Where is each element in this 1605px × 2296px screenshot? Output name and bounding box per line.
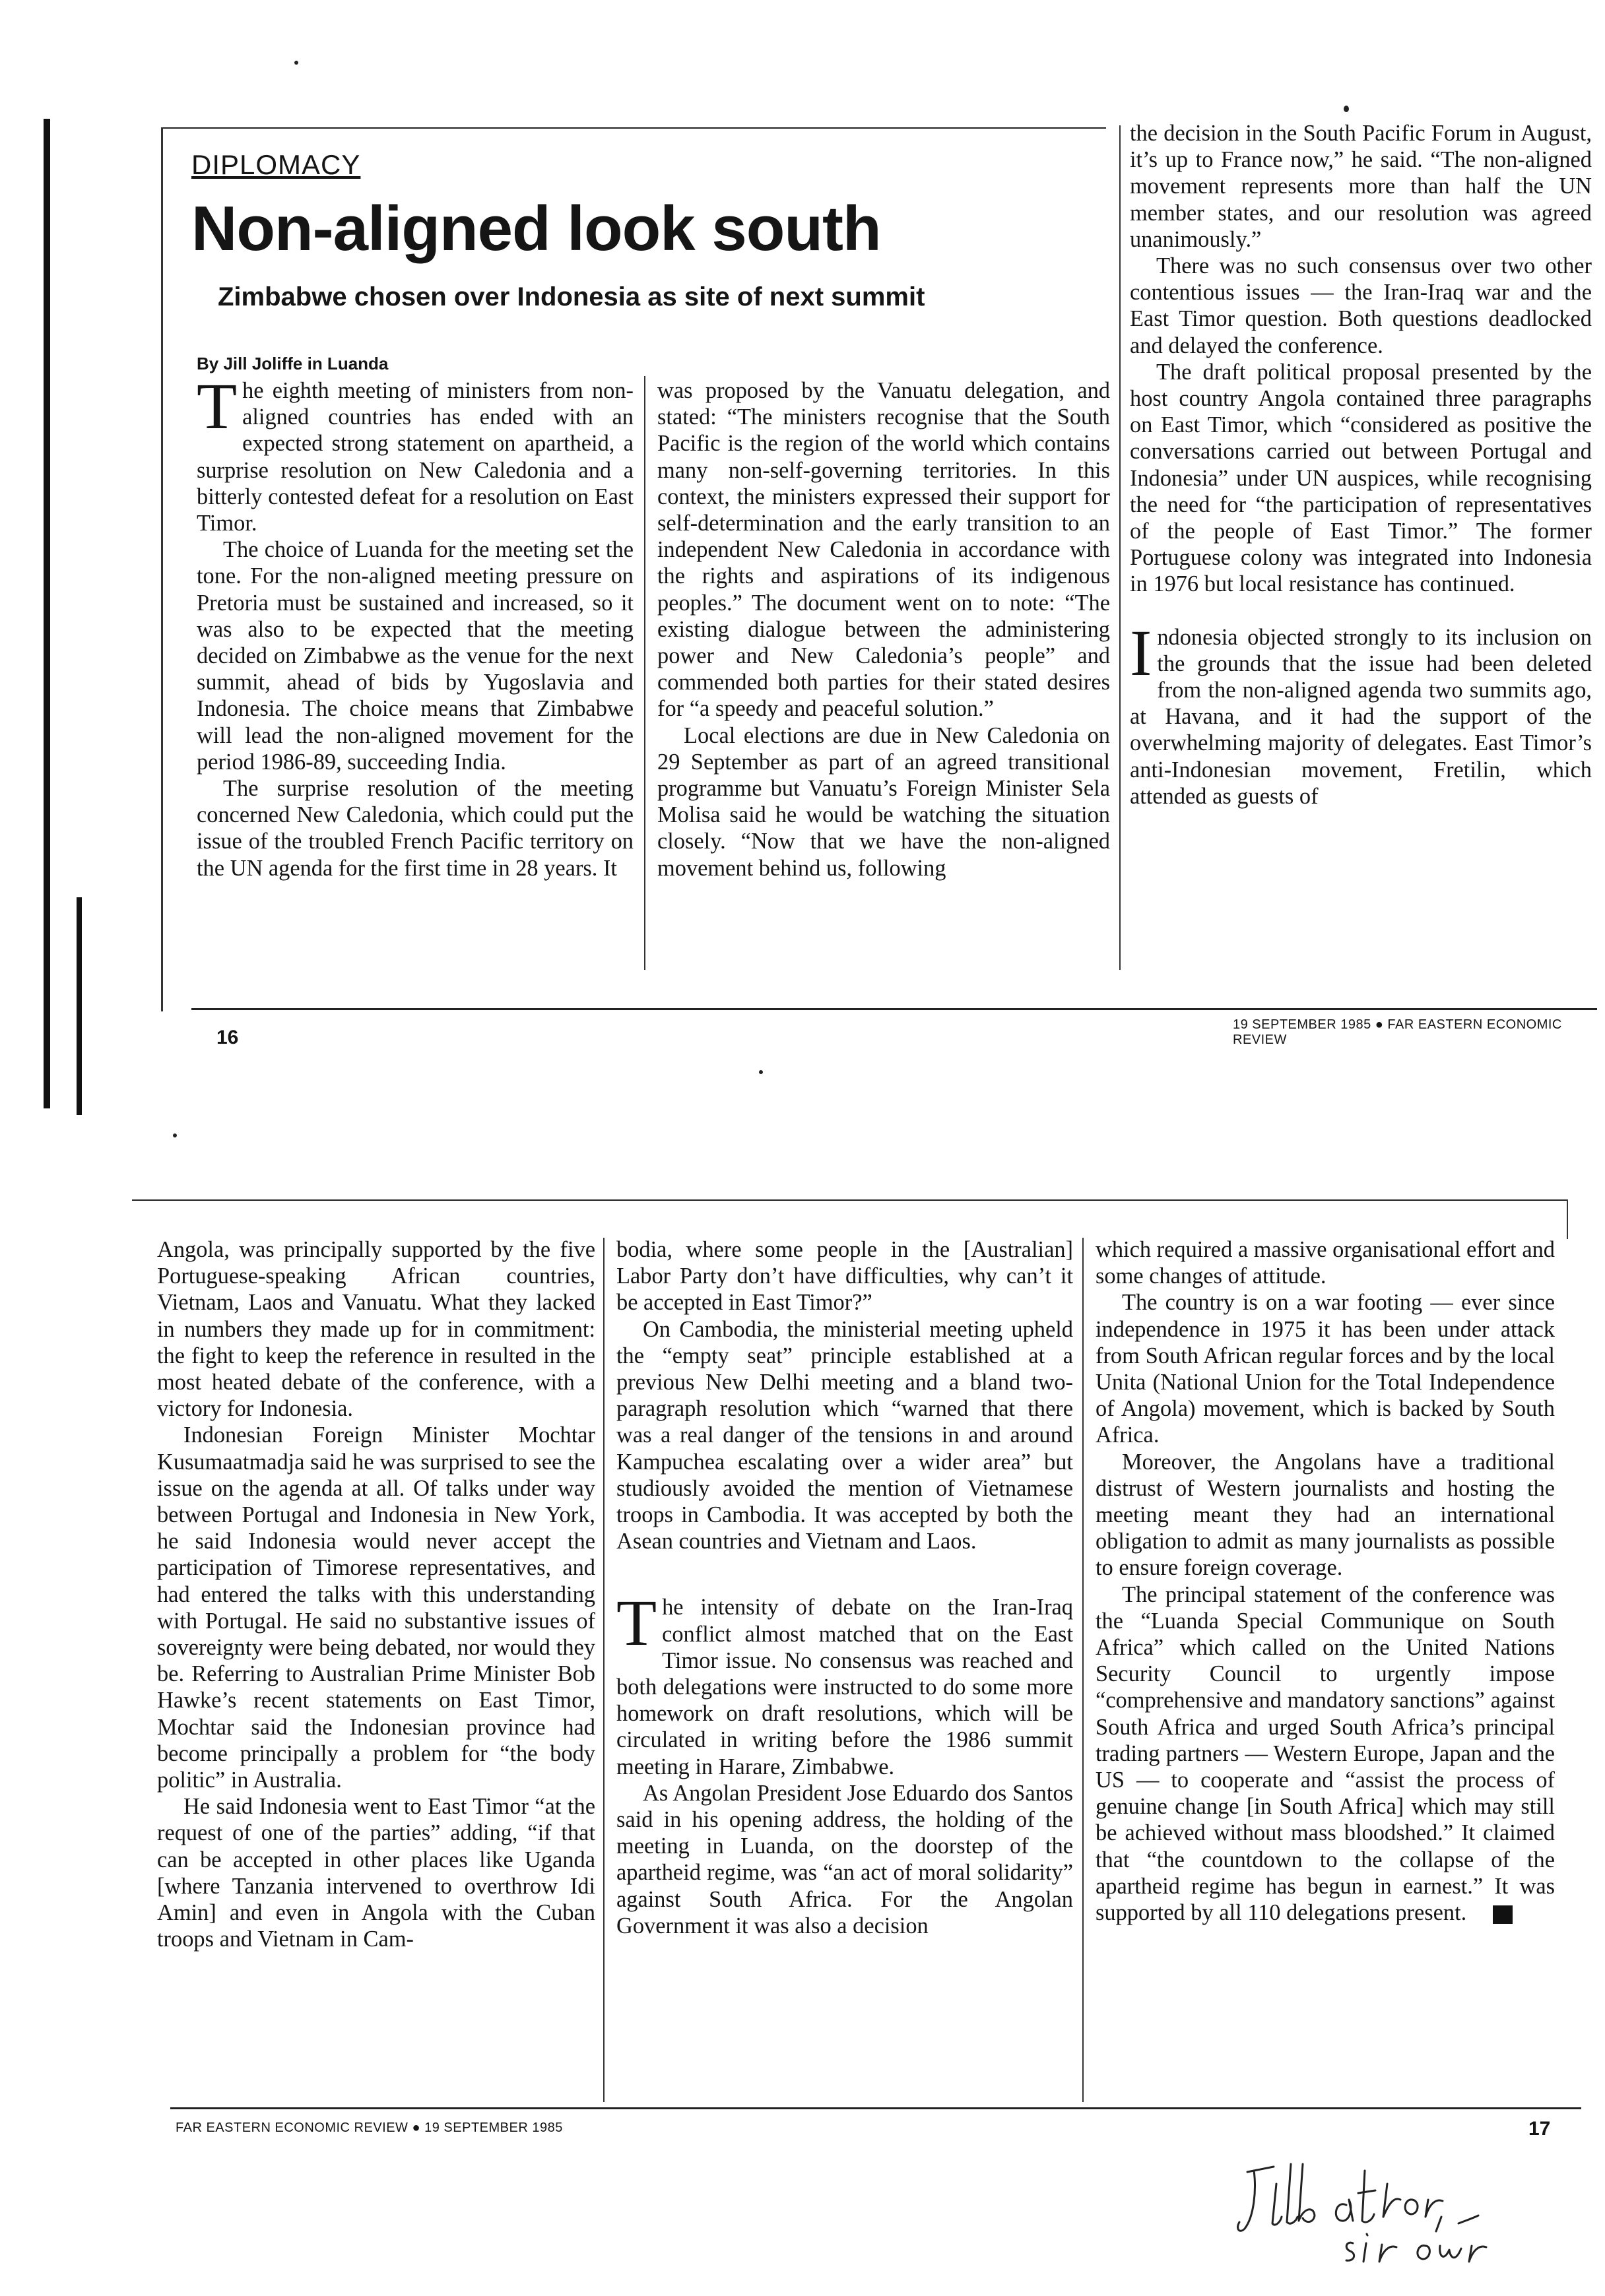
handwritten-note: [1234, 2144, 1577, 2283]
paragraph: was proposed by the Vanuatu delegation, and stated: “The ministers recognise that the South Pacific is the region of the world which contains many non-self-governing territories. In this context, the ministers expressed their support for self-determination and the early transition to an independent New Caledonia in accordance with the rights and aspirations of its indigenous peoples.” The document went on to note: “The existing dialogue between the administering power and New Caledonia’s people” and commended both parties for their stated desires for “a speedy and peaceful solution.”: [657, 378, 1110, 722]
column-rule-2: [1119, 125, 1121, 970]
paragraph-text: ndonesia objected strongly to its inclusion on the grounds that the issue had been deleted from the non-aligned agenda two summits ago, at Havana, and it had the support of the overwhelming majority of delegates. East Timor’s anti-Indonesian movement, Fretilin, which attended as guests of: [1130, 624, 1592, 809]
paragraph-text: he eighth meeting of ministers from non-aligned countries has ended with an expected strong statement on apartheid, a surprise resolution on New Caledonia and a bitterly contested defeat for a resolution on East Timor.: [197, 378, 634, 536]
paragraph-text: The principal statement of the conference was the “Luanda Special Communique on South Africa” which called on the United Nations Security Council to urgently impose “comprehensive and mandatory sanctions” against South Africa and urged South Africa’s principal trading partners — Western Europe, Japan and the US — to cooperate and “assist the process of genuine change [in South Africa] which may still be achieved without mass bloodshed.” It claimed that “the countdown to the collapse of the apartheid regime has begun in earnest.” It was supported by all 110 delegations present.: [1096, 1581, 1555, 1926]
headline: Non-aligned look south: [191, 193, 881, 264]
bottom-column-1: [157, 1236, 595, 1952]
paragraph: The draft political proposal presented by the host country Angola contained three paragraphs on East Timor, which “considered as positive the conversations carried out between Portugal and Indonesia” under UN auspices, while recognising the need for “the participation of representatives of the people of East Timor.” The former Portuguese colony was integrated into Indonesia in 1976 but local resistance has continued.: [1130, 359, 1592, 597]
paragraph: There was no such consensus over two other contentious issues — the Iran-Iraq war and the East Timor question. Both questions deadlocked and delayed the conference.: [1130, 253, 1592, 358]
column-rule-1: [644, 376, 645, 970]
top-rule: [132, 1199, 1568, 1201]
scan-speck: [759, 1070, 763, 1074]
paragraph: bodia, where some people in the [Australian] Labor Party don’t have difficulties, why can’t it be accepted in East Timor?”: [616, 1237, 1073, 1316]
top-rule: [162, 127, 1106, 129]
column-rule-2: [1082, 1238, 1084, 2102]
scan-margin-bar-bottom: [77, 897, 82, 1115]
article-left-rule: [161, 127, 163, 1011]
footer-rule: [170, 2107, 1581, 2109]
paragraph: On Cambodia, the ministerial meeting upheld the “empty seat” principle established at a previous New Delhi meeting and a bland two-paragraph resolution which “warned that there was a real danger of the tensions in and around Kampuchea escalating over a wider area” but studiously avoided the mention of Vietnamese troops in Cambodia. It was accepted by both the Asean countries and Vietnam and Laos.: [616, 1316, 1073, 1554]
paragraph: [1096, 1581, 1555, 1927]
scan-speck: [1344, 106, 1349, 112]
bottom-column-3: [1096, 1236, 1555, 1926]
scan-margin-bar-top: [44, 119, 50, 1108]
paragraph: which required a massive organisational effort and some changes of attitude.: [1096, 1237, 1555, 1289]
end-of-article-mark: F: [1493, 1905, 1513, 1924]
bottom-rule: [191, 1008, 1597, 1010]
paragraph: Indonesian Foreign Minister Mochtar Kusumaatmadja said he was surprised to see the issue on the agenda at all. Of talks under way between Portugal and Indonesia in New York, he said Indonesia would never accept the participation of Timorese representatives, and had entered the talks with this understanding with Portugal. He said no substantive issues of sovereignty were being debated, nor would they be. Referring to Australian Prime Minister Bob Hawke’s recent statements on East Timor, Mochtar said the Indonesian province had become principally a problem for “the body politic” in Australia.: [157, 1422, 595, 1793]
paragraph: Angola, was principally supported by the five Portuguese-speaking African countries, Vietnam, Laos and Vanuatu. What they lacked in numbers they made up for in commitment: the fight to keep the reference in resulted in the most heated debate of the conference, with a victory for Indonesia.: [157, 1237, 595, 1422]
drop-cap: T: [616, 1586, 657, 1660]
article-right-rule: [1567, 1199, 1568, 1239]
top-column-3: [1130, 120, 1592, 810]
page-number: 17: [1528, 2118, 1551, 2140]
paragraph: [616, 1586, 1073, 1779]
paragraph: The choice of Luanda for the meeting set the tone. For the non-aligned meeting pressure on Pretoria must be sustained and increased, so it was also to be expected that the meeting decided on Zimbabwe as the venue for the next summit, ahead of bids by Yugoslavia and Indonesia. The choice means that Zimbabwe will lead the non-aligned movement for the period 1986-89, succeeding India.: [197, 537, 634, 775]
paragraph: The country is on a war footing — ever since independence in 1975 it has been under attack from South African regular forces and by the local Unita (National Union for the Total Independence of Angola) movement, which is backed by South Africa.: [1096, 1290, 1555, 1448]
paragraph: The surprise resolution of the meeting concerned New Caledonia, which could put the issue of the troubled French Pacific territory on the UN agenda for the first time in 28 years. It: [197, 776, 634, 881]
paragraph-text: he intensity of debate on the Iran-Iraq conflict almost matched that on the East Timor issue. No consensus was reached and both delegations were instructed to do some more homework on draft resolutions, which will be circulated in writing before the 1986 summit meeting in Harare, Zimbabwe.: [616, 1595, 1073, 1779]
drop-cap: T: [197, 369, 238, 443]
scan-speck: [294, 61, 298, 65]
top-column-2: [657, 377, 1110, 881]
paragraph: As Angolan President Jose Eduardo dos Santos said in his opening address, the holding of the meeting in Luanda, on the doorstep of the apartheid regime, was “an act of moral solidarity” against South Africa. For the Angolan Government it was also a decision: [616, 1780, 1073, 1938]
paragraph: Moreover, the Angolans have a traditional distrust of Western journalists and hosting the meeting meant they had an international obligation to admit as many journalists as possible to ensure foreign coverage.: [1096, 1449, 1555, 1581]
byline: By Jill Joliffe in Luanda: [197, 354, 389, 373]
bottom-column-2: [616, 1236, 1073, 1939]
page-number: 16: [216, 1027, 239, 1048]
subheadline: Zimbabwe chosen over Indonesia as site of next summit: [218, 282, 925, 311]
column-rule-1: [603, 1238, 605, 2102]
drop-cap: I: [1130, 616, 1152, 689]
page-footer: 19 SEPTEMBER 1985 ● FAR EASTERN ECONOMIC REVIEW: [1233, 1017, 1562, 1047]
paragraph: He said Indonesia went to East Timor “at the request of one of the parties” adding, “if that can be accepted in other places like Uganda [where Tanzania intervened to overthrow Idi Amin] and even in Angola with the Cuban troops and Vietnam in Cam-: [157, 1794, 595, 1952]
paragraph: [197, 369, 634, 536]
paragraph: the decision in the South Pacific Forum in August, it’s up to France now,” he said. “The non-aligned movement represents more than half the UN member states, and our resolution was agreed unanimously.”: [1130, 121, 1592, 252]
page-footer: FAR EASTERN ECONOMIC REVIEW ● 19 SEPTEMBER 1985: [176, 2121, 563, 2135]
top-column-1: [197, 369, 634, 881]
paragraph: Local elections are due in New Caledonia on 29 September as part of an agreed transitional programme but Vanuatu’s Foreign Minister Sela Molisa said he would be watching the situation closely. “Now that we have the non-aligned movement behind us, following: [657, 722, 1110, 881]
paragraph: [1130, 616, 1592, 810]
section-label: DIPLOMACY: [191, 149, 361, 180]
scan-speck: [173, 1133, 177, 1137]
